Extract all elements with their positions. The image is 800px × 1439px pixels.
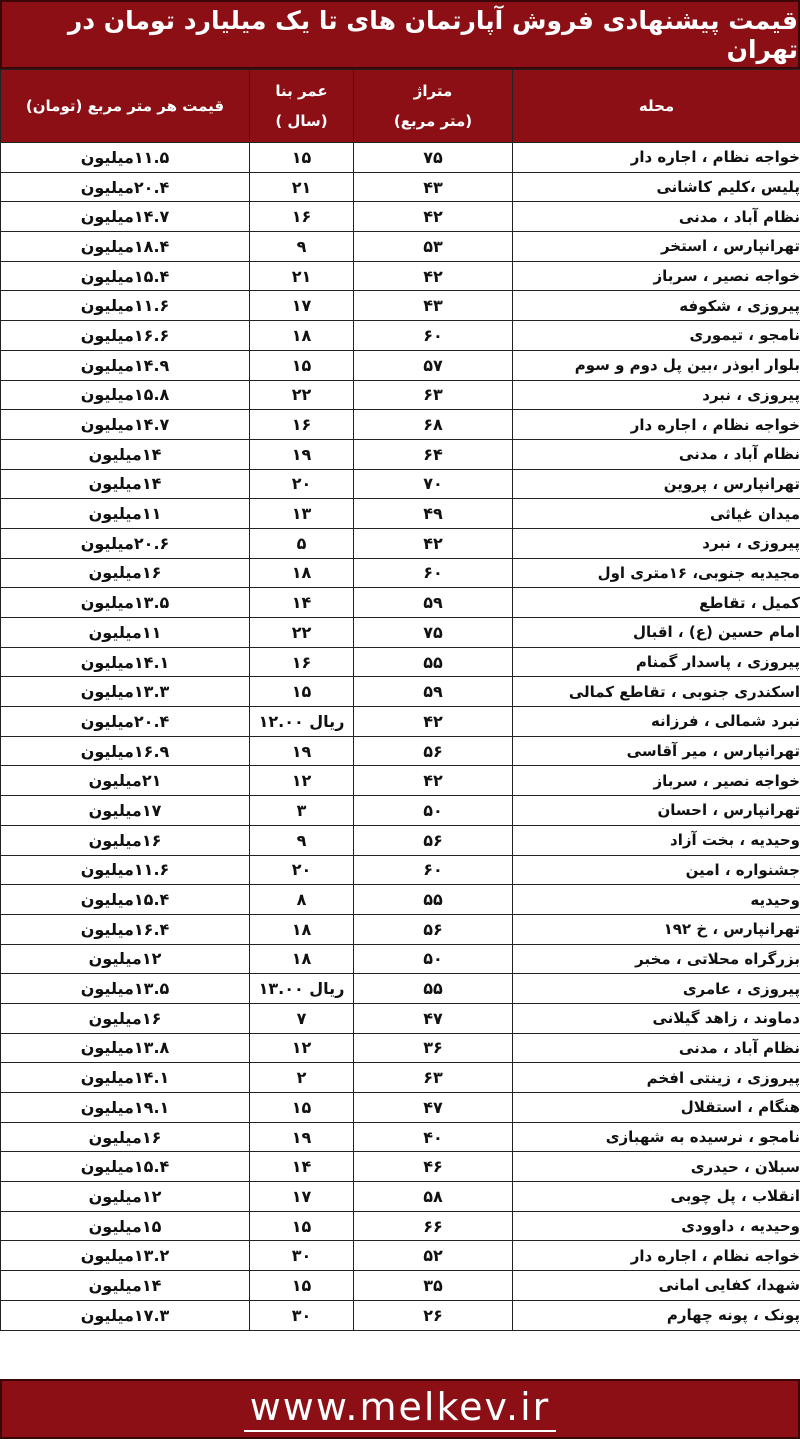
cell-age: ۳۰ <box>250 1300 354 1330</box>
cell-price: ۱۴.۷میلیون <box>1 410 250 440</box>
cell-area: پونک ، پونه چهارم <box>513 1300 800 1330</box>
cell-price: ۱۵.۴میلیون <box>1 1152 250 1182</box>
table-row <box>1 528 800 558</box>
cell-age: ۱۹ <box>250 1122 354 1152</box>
cell-size: ۴۲ <box>354 707 513 737</box>
table-row <box>1 410 800 440</box>
cell-age: ۱۵ <box>250 677 354 707</box>
table-row <box>1 885 800 915</box>
cell-age: ۲۲ <box>250 618 354 648</box>
cell-age: ۱۲ <box>250 1033 354 1063</box>
cell-price: ۲۰.۴میلیون <box>1 172 250 202</box>
table-row <box>1 321 800 351</box>
cell-size: ۶۳ <box>354 380 513 410</box>
cell-price: ۱۴.۷میلیون <box>1 202 250 232</box>
cell-price: ۲۰.۴میلیون <box>1 707 250 737</box>
cell-size: ۵۶ <box>354 914 513 944</box>
cell-size: ۵۰ <box>354 796 513 826</box>
cell-size: ۵۵ <box>354 647 513 677</box>
header-area-label: محله <box>638 97 675 115</box>
header-size <box>354 70 513 143</box>
cell-price: ۱۸.۴میلیون <box>1 232 250 262</box>
cell-price: ۱۶میلیون <box>1 825 250 855</box>
cell-price: ۱۵.۴میلیون <box>1 885 250 915</box>
cell-age: ۱۳ <box>250 499 354 529</box>
cell-area: پیروزی ، شکوفه <box>513 291 800 321</box>
cell-price: ۱۴میلیون <box>1 439 250 469</box>
cell-age: ۲۱ <box>250 261 354 291</box>
table-row <box>1 588 800 618</box>
cell-size: ۶۰ <box>354 558 513 588</box>
cell-age: ۱۵ <box>250 143 354 173</box>
cell-area: بلوار ابوذر ،بین پل دوم و سوم <box>513 350 800 380</box>
cell-price: ۱۴.۱میلیون <box>1 1063 250 1093</box>
cell-area: پیروزی ، نبرد <box>513 528 800 558</box>
cell-area: نامجو ، نرسیده به شهبازی <box>513 1122 800 1152</box>
cell-area: تهرانپارس ، استخر <box>513 232 800 262</box>
cell-price: ۱۳.۳میلیون <box>1 677 250 707</box>
cell-size: ۵۰ <box>354 944 513 974</box>
cell-age: ۹ <box>250 232 354 262</box>
table-row <box>1 380 800 410</box>
cell-size: ۴۹ <box>354 499 513 529</box>
cell-size: ۳۵ <box>354 1271 513 1301</box>
cell-age: ۱۶ <box>250 202 354 232</box>
cell-size: ۶۰ <box>354 321 513 351</box>
header-area <box>513 70 800 143</box>
cell-size: ۵۵ <box>354 885 513 915</box>
table-row <box>1 1152 800 1182</box>
cell-price: ۱۴میلیون <box>1 469 250 499</box>
cell-age: ۸ <box>250 885 354 915</box>
cell-age: ۳۰ <box>250 1241 354 1271</box>
cell-price: ۱۲میلیون <box>1 1182 250 1212</box>
table-row <box>1 469 800 499</box>
cell-age: ۱۷ <box>250 291 354 321</box>
cell-size: ۵۳ <box>354 232 513 262</box>
cell-size: ۶۴ <box>354 439 513 469</box>
table-row <box>1 1241 800 1271</box>
cell-price: ۱۳.۲میلیون <box>1 1241 250 1271</box>
price-table <box>0 69 800 1331</box>
cell-age: ۷ <box>250 1003 354 1033</box>
cell-age: ۱۴ <box>250 1152 354 1182</box>
cell-size: ۵۹ <box>354 677 513 707</box>
table-row <box>1 736 800 766</box>
cell-price: ۱۹.۱میلیون <box>1 1093 250 1123</box>
cell-price: ۱۶.۴میلیون <box>1 914 250 944</box>
cell-size: ۵۷ <box>354 350 513 380</box>
cell-size: ۴۳ <box>354 172 513 202</box>
table-row <box>1 1063 800 1093</box>
cell-size: ۴۶ <box>354 1152 513 1182</box>
cell-size: ۵۶ <box>354 825 513 855</box>
header-size-unit: (متر مربع) <box>393 112 473 130</box>
cell-area: شهدا، کفایی امانی <box>513 1271 800 1301</box>
table-row <box>1 232 800 262</box>
table-row <box>1 914 800 944</box>
table-row <box>1 291 800 321</box>
cell-price: ۱۳.۵میلیون <box>1 974 250 1004</box>
cell-area: پیروزی ، نبرد <box>513 380 800 410</box>
table-row <box>1 1182 800 1212</box>
cell-age: ریال ۱۲.۰۰ <box>250 707 354 737</box>
table-row <box>1 1300 800 1330</box>
title-bar <box>0 0 800 69</box>
header-age-label: عمر بنا <box>275 82 328 100</box>
table-row <box>1 707 800 737</box>
table-row <box>1 143 800 173</box>
cell-size: ۵۲ <box>354 1241 513 1271</box>
table-row <box>1 618 800 648</box>
cell-area: تهرانپارس ، میر آقاسی <box>513 736 800 766</box>
cell-size: ۶۳ <box>354 1063 513 1093</box>
cell-price: ۱۳.۸میلیون <box>1 1033 250 1063</box>
cell-area: تهرانپارس ، احسان <box>513 796 800 826</box>
header-size-label: متراژ <box>413 82 453 100</box>
cell-age: ۱۸ <box>250 321 354 351</box>
cell-price: ۱۵.۸میلیون <box>1 380 250 410</box>
cell-age: ۲ <box>250 1063 354 1093</box>
cell-age: ۲۰ <box>250 469 354 499</box>
cell-age: ۲۲ <box>250 380 354 410</box>
footer-bar <box>0 1379 800 1439</box>
cell-area: خواجه نظام ، اجاره دار <box>513 1241 800 1271</box>
cell-price: ۱۶میلیون <box>1 1003 250 1033</box>
table-row <box>1 499 800 529</box>
cell-price: ۱۷.۳میلیون <box>1 1300 250 1330</box>
cell-age: ۱۵ <box>250 350 354 380</box>
cell-age: ۹ <box>250 825 354 855</box>
cell-price: ۱۴.۹میلیون <box>1 350 250 380</box>
cell-area: نظام آباد ، مدنی <box>513 439 800 469</box>
cell-size: ۴۲ <box>354 528 513 558</box>
cell-age: ۱۵ <box>250 1271 354 1301</box>
table-row <box>1 647 800 677</box>
table-row <box>1 766 800 796</box>
cell-age: ۳ <box>250 796 354 826</box>
cell-size: ۷۵ <box>354 618 513 648</box>
cell-age: ۱۷ <box>250 1182 354 1212</box>
website-url[interactable]: www.melkev.ir <box>244 1386 557 1432</box>
cell-size: ۶۰ <box>354 855 513 885</box>
cell-size: ۴۳ <box>354 291 513 321</box>
cell-area: وحیدیه <box>513 885 800 915</box>
cell-price: ۱۶.۶میلیون <box>1 321 250 351</box>
cell-price: ۱۴.۱میلیون <box>1 647 250 677</box>
cell-size: ۴۲ <box>354 766 513 796</box>
cell-size: ۶۶ <box>354 1211 513 1241</box>
cell-area: وحیدیه ، بخت آزاد <box>513 825 800 855</box>
cell-age: ۱۶ <box>250 647 354 677</box>
cell-age: ۱۹ <box>250 439 354 469</box>
cell-age: ۱۹ <box>250 736 354 766</box>
cell-price: ۱۱.۶میلیون <box>1 855 250 885</box>
table-row <box>1 944 800 974</box>
cell-area: نبرد شمالی ، فرزانه <box>513 707 800 737</box>
cell-size: ۵۹ <box>354 588 513 618</box>
header-age-unit: (سال ) <box>275 112 328 130</box>
cell-size: ۶۸ <box>354 410 513 440</box>
table-body <box>1 143 800 1331</box>
table-row <box>1 1122 800 1152</box>
cell-area: نظام آباد ، مدنی <box>513 1033 800 1063</box>
cell-area: خواجه نظام ، اجاره دار <box>513 410 800 440</box>
cell-price: ۱۱.۵میلیون <box>1 143 250 173</box>
table-row <box>1 1033 800 1063</box>
table-row <box>1 855 800 885</box>
cell-size: ۲۶ <box>354 1300 513 1330</box>
table-row <box>1 1271 800 1301</box>
cell-age: ۱۵ <box>250 1211 354 1241</box>
cell-area: جشنواره ، امین <box>513 855 800 885</box>
cell-age: ۱۸ <box>250 914 354 944</box>
cell-age: ۱۴ <box>250 588 354 618</box>
table-row <box>1 796 800 826</box>
cell-size: ۷۰ <box>354 469 513 499</box>
cell-area: نظام آباد ، مدنی <box>513 202 800 232</box>
cell-size: ۵۶ <box>354 736 513 766</box>
table-row <box>1 261 800 291</box>
cell-size: ۴۲ <box>354 261 513 291</box>
header-price <box>1 70 250 143</box>
cell-age: ۱۸ <box>250 558 354 588</box>
cell-area: بزرگراه محلاتی ، مخبر <box>513 944 800 974</box>
cell-size: ۴۷ <box>354 1093 513 1123</box>
cell-price: ۱۵میلیون <box>1 1211 250 1241</box>
cell-age: ۵ <box>250 528 354 558</box>
cell-area: دماوند ، زاهد گیلانی <box>513 1003 800 1033</box>
cell-area: پیروزی ، زینتی افخم <box>513 1063 800 1093</box>
cell-area: تهرانپارس ، پروین <box>513 469 800 499</box>
cell-size: ۵۸ <box>354 1182 513 1212</box>
cell-price: ۱۱میلیون <box>1 618 250 648</box>
cell-area: کمیل ، تقاطع <box>513 588 800 618</box>
cell-area: سبلان ، حیدری <box>513 1152 800 1182</box>
table-row <box>1 439 800 469</box>
cell-area: پلیس ،کلیم کاشانی <box>513 172 800 202</box>
cell-area: خواجه نظام ، اجاره دار <box>513 143 800 173</box>
table-row <box>1 1211 800 1241</box>
cell-area: امام حسین (ع) ، اقبال <box>513 618 800 648</box>
table-row <box>1 558 800 588</box>
cell-price: ۱۳.۵میلیون <box>1 588 250 618</box>
cell-area: وحیدیه ، داوودی <box>513 1211 800 1241</box>
table-row <box>1 677 800 707</box>
cell-price: ۱۱میلیون <box>1 499 250 529</box>
cell-area: خواجه نصیر ، سرباز <box>513 261 800 291</box>
cell-size: ۵۵ <box>354 974 513 1004</box>
cell-area: هنگام ، استقلال <box>513 1093 800 1123</box>
table-header-row <box>1 70 800 143</box>
cell-age: ۲۱ <box>250 172 354 202</box>
cell-price: ۱۴میلیون <box>1 1271 250 1301</box>
cell-area: انقلاب ، پل چوبی <box>513 1182 800 1212</box>
cell-price: ۱۱.۶میلیون <box>1 291 250 321</box>
cell-price: ۱۶.۹میلیون <box>1 736 250 766</box>
cell-size: ۴۰ <box>354 1122 513 1152</box>
cell-age: ۲۰ <box>250 855 354 885</box>
cell-age: ۱۲ <box>250 766 354 796</box>
header-price-label: قیمت هر متر مربع (تومان) <box>25 97 225 115</box>
cell-age: ۱۸ <box>250 944 354 974</box>
cell-area: پیروزی ، عامری <box>513 974 800 1004</box>
cell-age: ۱۶ <box>250 410 354 440</box>
table-row <box>1 1003 800 1033</box>
cell-price: ۲۰.۶میلیون <box>1 528 250 558</box>
header-age <box>250 70 354 143</box>
cell-price: ۱۵.۴میلیون <box>1 261 250 291</box>
cell-area: تهرانپارس ، خ ۱۹۲ <box>513 914 800 944</box>
cell-price: ۱۶میلیون <box>1 1122 250 1152</box>
cell-area: خواجه نصیر ، سرباز <box>513 766 800 796</box>
cell-size: ۷۵ <box>354 143 513 173</box>
table-row <box>1 172 800 202</box>
cell-price: ۱۷میلیون <box>1 796 250 826</box>
cell-age: ۱۵ <box>250 1093 354 1123</box>
cell-area: اسکندری جنوبی ، تقاطع کمالی <box>513 677 800 707</box>
table-row <box>1 1093 800 1123</box>
page-title: قیمت پیشنهادی فروش آپارتمان های تا یک میلیارد تومان در تهران <box>67 5 798 64</box>
cell-area: نامجو ، تیموری <box>513 321 800 351</box>
cell-size: ۴۲ <box>354 202 513 232</box>
cell-age: ریال ۱۳.۰۰ <box>250 974 354 1004</box>
cell-area: پیروزی ، پاسدار گمنام <box>513 647 800 677</box>
cell-price: ۲۱میلیون <box>1 766 250 796</box>
table-row <box>1 350 800 380</box>
cell-area: میدان غیاثی <box>513 499 800 529</box>
cell-price: ۱۲میلیون <box>1 944 250 974</box>
table-row <box>1 202 800 232</box>
cell-area: مجیدیه جنوبی، ۱۶متری اول <box>513 558 800 588</box>
table-row <box>1 974 800 1004</box>
table-row <box>1 825 800 855</box>
cell-size: ۴۷ <box>354 1003 513 1033</box>
cell-size: ۳۶ <box>354 1033 513 1063</box>
cell-price: ۱۶میلیون <box>1 558 250 588</box>
